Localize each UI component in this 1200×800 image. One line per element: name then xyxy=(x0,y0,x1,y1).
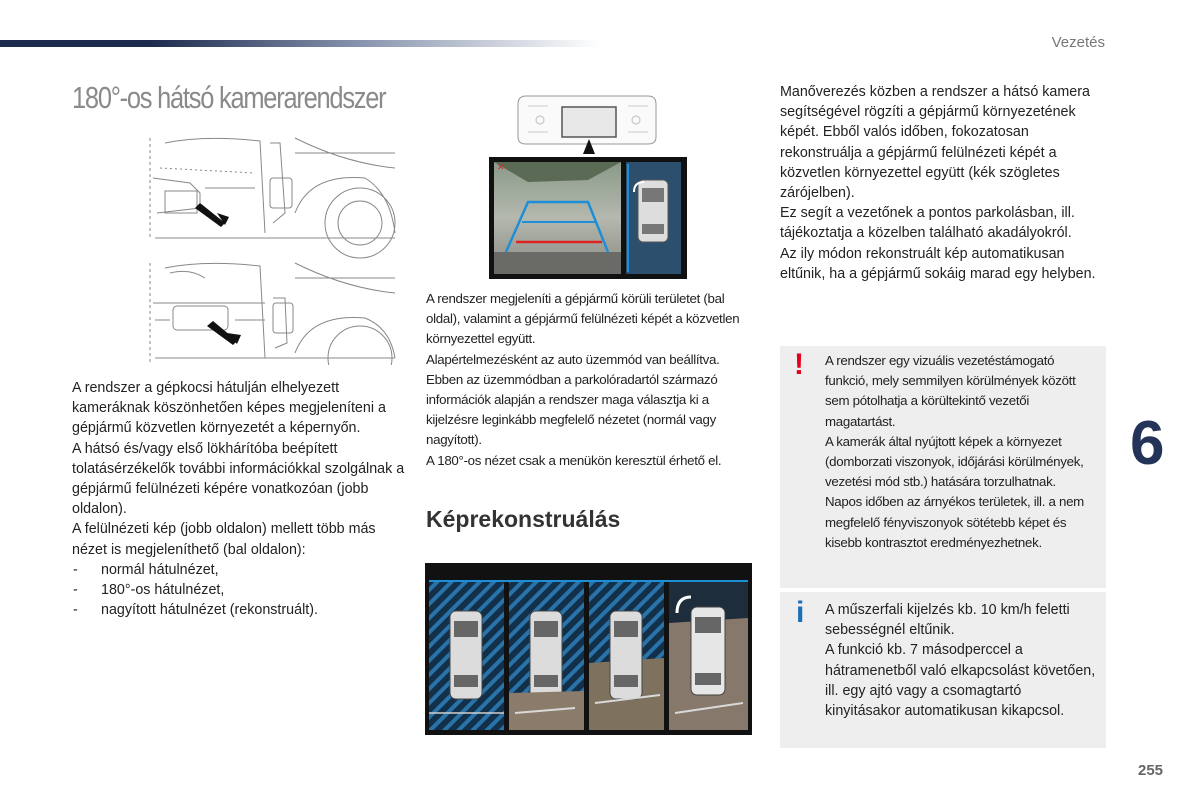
section-label: Vezetés xyxy=(1051,34,1105,51)
rear-camera-upper-view xyxy=(150,138,395,258)
sensor-paragraph: A hátsó és/vagy első lökhárítóba beépített tolatásérzékelők további információkkal szolgálnak a gépjármű felülnézeti képére vonatkozóan (jobb oldalon). xyxy=(72,440,405,518)
list-item: - 180°-os hátulnézet, xyxy=(73,582,225,599)
auto-mode-paragraph: Alapértelmezésként az auto üzemmód van beállítva. Ebben az üzemmódban a parkolóradartól származó információk alapján a rendszer maga választja ki a kijelzésre leginkább megfelelő nézetet (normál vagy nagyított). xyxy=(426,351,720,448)
maneuver-paragraph: Manőverezés közben a rendszer a hátsó kamera segítségével rögzíti a gépjármű környezetének képét. Ebből valós időben, fokozatosan rekonstruálja a gépjármű felülnézeti képét a közvetlen környezettel együtt (kék szögletes zárójelben). xyxy=(780,84,1090,202)
info-text: A műszerfali kijelzés kb. 10 km/h feletti sebességnél eltűnik. A funkció kb. 7 másodperccel a hátramenetből való elkapcsolást követően, ill. egy ajtó vagy a csomagtartó kinyitásakor automatikusan kikapcsol. xyxy=(825,602,1096,720)
menu-paragraph: A 180°-os nézet csak a menükön keresztül érhető el. xyxy=(426,452,722,468)
view-list xyxy=(72,560,407,621)
info-icon: i xyxy=(796,596,805,629)
arrow-icon xyxy=(207,321,237,345)
reconstruction-heading: Képrekonstruálás xyxy=(426,506,621,532)
header-bar xyxy=(0,40,600,47)
warning-text: A rendszer egy vizuális vezetéstámogató funkció, mely semmilyen körülmények között sem pótolhatja a körültekintő vezetői magatartást. A kamerák által nyújtott képek a környezet (domborzati viszonyok, időjárási körülmények, vezetési mód stb.) hatására torzulhatnak. Napos időben az árnyékos területek, ill. a nem megfelelő fényviszonyok sötétebb képet és kisebb kontrasztot eredményezhetnek. xyxy=(825,353,1084,550)
sequence-frame-2 xyxy=(509,580,584,730)
info-note xyxy=(780,592,1106,748)
list-item: - nagyított hátulnézet (rekonstruált). xyxy=(73,602,318,619)
reconstruction-sequence-illustration xyxy=(425,563,752,735)
dashboard-unit xyxy=(518,96,656,144)
dashboard-screen-illustration xyxy=(488,92,688,282)
chapter-number: 6 xyxy=(1130,409,1165,478)
disappear-paragraph: Az ily módon rekonstruált kép automatikusan eltűnik, ha a gépjármű sokáig marad egy helyben. xyxy=(780,245,1096,282)
views-paragraph: A felülnézeti kép (jobb oldalon) mellett több más nézet is megjeleníthető (bal oldalon): xyxy=(72,521,376,558)
sequence-frame-3 xyxy=(589,580,664,730)
vehicle-rear-illustration xyxy=(145,133,400,365)
top-view-panel xyxy=(626,162,681,274)
page-number: 255 xyxy=(1138,762,1164,779)
rear-camera-lower-view xyxy=(150,263,395,365)
parking-paragraph: Ez segít a vezetőnek a pontos parkolásban, ill. tájékoztatja a közelben található akadályokról. xyxy=(780,205,1075,242)
sequence-frame-4 xyxy=(669,580,748,730)
left-column-text xyxy=(72,378,407,620)
warning-note xyxy=(780,346,1106,588)
list-item: - normál hátulnézet, xyxy=(73,561,219,578)
display-paragraph: A rendszer megjeleníti a gépjármű körüli területet (bal oldal), valamint a gépjármű felülnézeti képét a közvetlen környezettel együtt. xyxy=(426,291,740,347)
intro-paragraph: A rendszer a gépkocsi hátulján elhelyezett kameráknak köszönhetően képes megjeleníteni a gépjármű közvetlen környezetét a képernyőn. xyxy=(72,380,386,437)
svg-text:✕: ✕ xyxy=(497,163,505,173)
middle-column-text xyxy=(426,289,758,471)
sequence-frame-1 xyxy=(429,580,504,730)
right-column-text xyxy=(780,82,1110,284)
page-title: 180°-os hátsó kamerarendszer xyxy=(72,80,386,115)
warning-icon: ! xyxy=(794,348,804,381)
rear-camera-view xyxy=(494,162,621,274)
